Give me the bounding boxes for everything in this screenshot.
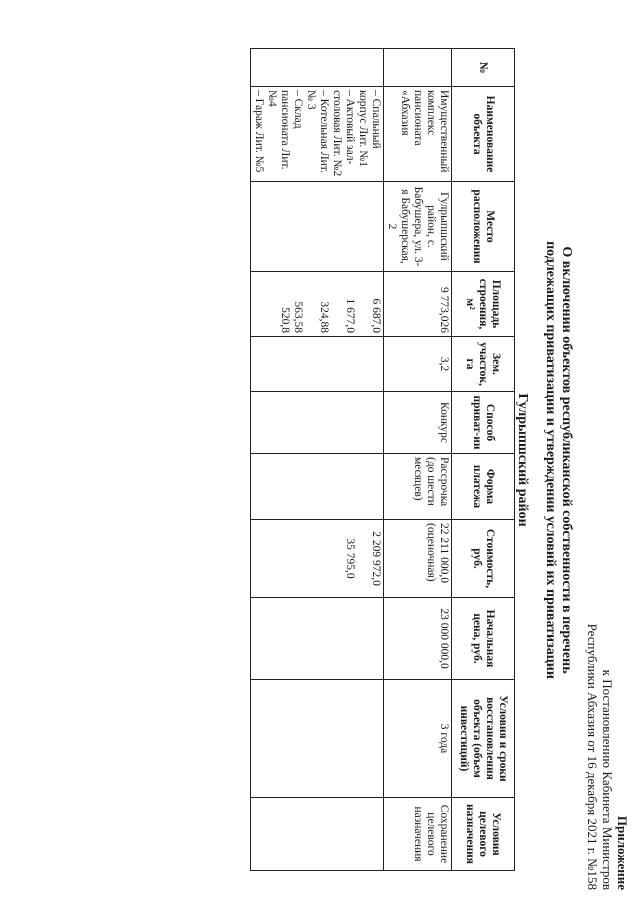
row-num: [384, 49, 452, 87]
part-name: – Спальный корпус Лит. №1: [357, 90, 382, 167]
parts-num: [251, 49, 384, 87]
col-name: Наименование объекта: [452, 87, 515, 182]
col-start-price: Начальная цена, руб.: [452, 598, 515, 680]
appendix-line-1: к Постановлению Кабинета Министров: [600, 669, 615, 890]
part-area: 563,58: [292, 301, 304, 333]
appendix-line-2: Республики Абхазия от 16 декабря 2021 г. №158: [585, 623, 600, 890]
appendix-block: [585, 540, 630, 890]
parts-restore: [251, 680, 384, 798]
appendix-heading: Приложение: [615, 815, 630, 890]
row-area: 9 773,026: [384, 272, 452, 337]
col-payment: Форма платежа: [452, 454, 515, 520]
parts-costs: [251, 520, 384, 598]
document-title: [542, 130, 574, 790]
parts-start-price: [251, 598, 384, 680]
row-restore: 3 года: [384, 680, 452, 798]
part-area: 6 687,0: [370, 298, 382, 333]
parts-payment: [251, 454, 384, 520]
parts-method: [251, 392, 384, 454]
col-location: Место расположения: [452, 182, 515, 272]
parts-purpose: [251, 798, 384, 871]
part-area: 520,8: [279, 307, 291, 333]
part-area: 324,88: [318, 301, 330, 333]
col-method: Способ приват-ии: [452, 392, 515, 454]
table-header-row: [452, 49, 515, 871]
privatization-table: [250, 48, 515, 871]
part-name: – Актовый зал-столовая Лит. №2: [331, 90, 356, 177]
part-area: 1 677,0: [344, 298, 356, 333]
part-cost: 2 209 972,0: [370, 531, 382, 586]
region-heading: Гулрыпшский район: [515, 393, 530, 527]
col-land: Зем. участок, га: [452, 337, 515, 392]
title-line-1: О включении объектов республиканской собственности в перечень: [559, 246, 574, 674]
col-num: №: [452, 49, 515, 87]
part-name: – Гараж Лит. №5: [253, 90, 265, 173]
col-cost: Стоимость, руб.: [452, 520, 515, 598]
parts-areas: [251, 272, 384, 337]
col-area: Площадь строения, м²: [452, 272, 515, 337]
table-row: [251, 49, 384, 871]
parts-land: [251, 337, 384, 392]
parts-names: [251, 87, 384, 182]
part-name: – Котельная Лит. № 3: [305, 90, 330, 173]
row-payment: Рассрочка (до шести месяцев): [384, 454, 452, 520]
row-land: 3,2: [384, 337, 452, 392]
title-line-2: подлежащих приватизации и утверждении условий их приватизации: [543, 241, 558, 679]
row-cost: 22 211 000,0 (оценочная): [384, 520, 452, 598]
col-restore: Условия и сроки восстановления объекта (объем инвестиций): [452, 680, 515, 798]
col-purpose: Условия целевого назначения: [452, 798, 515, 871]
row-purpose: Сохранение целевого назначения: [384, 798, 452, 871]
row-name: Имущественный комплекс пансионата «Абхазия: [384, 87, 452, 182]
row-start-price: 23 000 000,0: [384, 598, 452, 680]
table-row: [384, 49, 452, 871]
row-method: Конкурс: [384, 392, 452, 454]
part-name: – Склад пансионата Лит. №4: [266, 90, 304, 170]
parts-location: [251, 182, 384, 272]
row-location: Гулрыпшский район, с. Бабушера, ул. 3-я Бабушерская, 2: [384, 182, 452, 272]
part-cost: 35 795,0: [344, 538, 356, 579]
